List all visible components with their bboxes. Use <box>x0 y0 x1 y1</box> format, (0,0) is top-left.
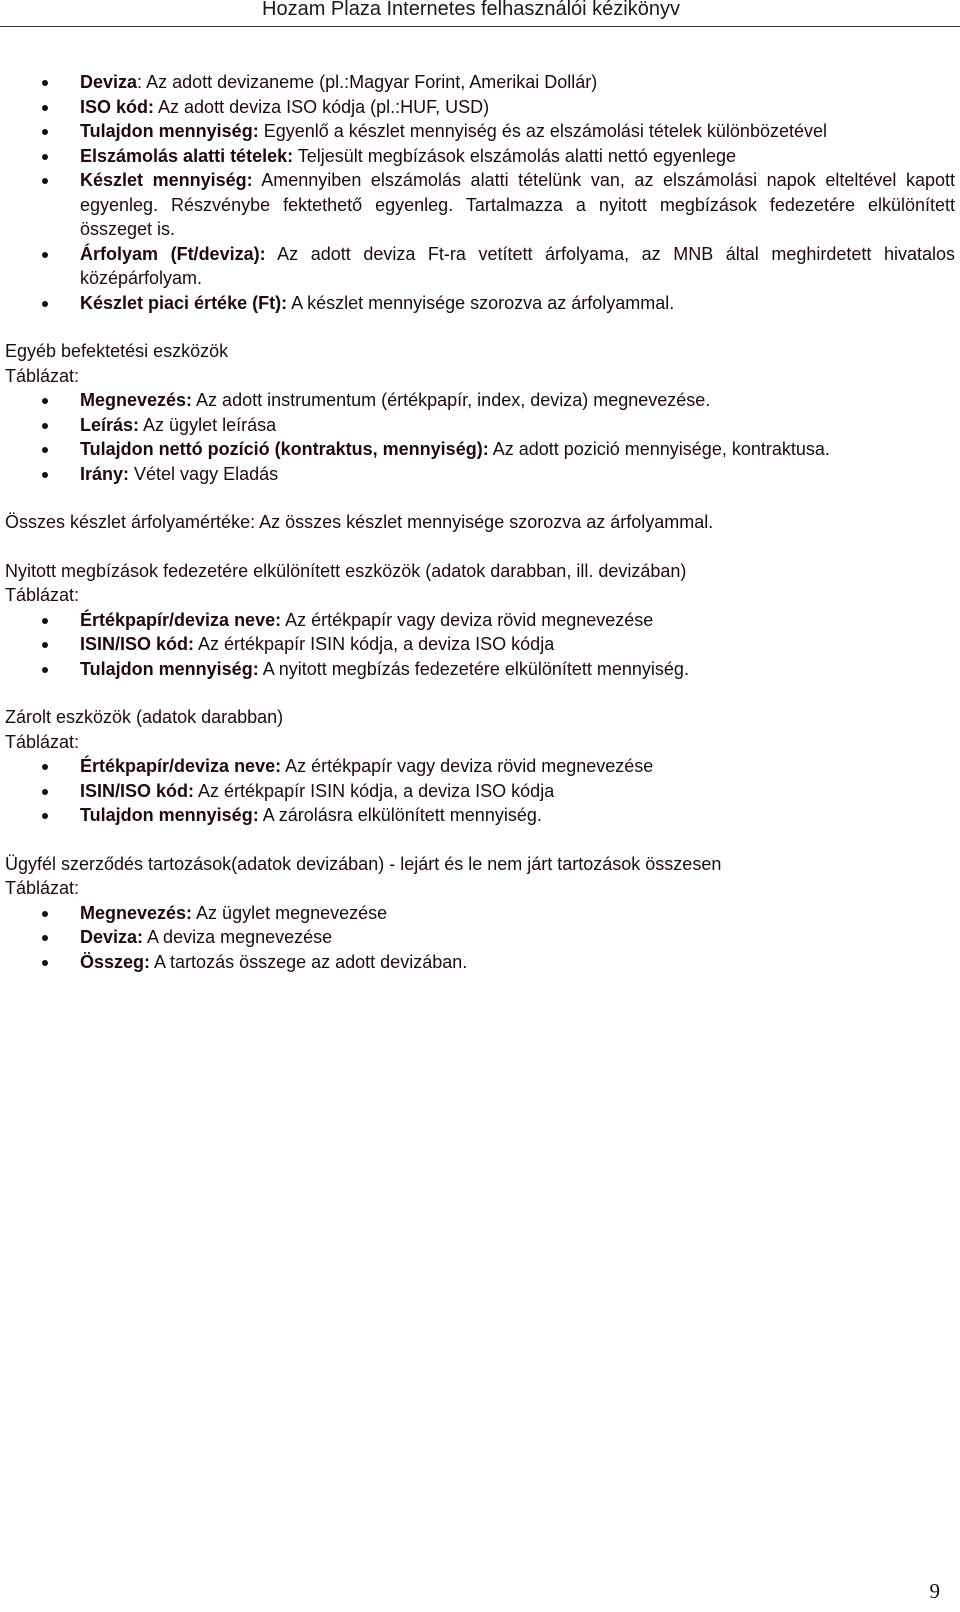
page-number: 9 <box>929 1579 940 1603</box>
egyeb-field-list <box>5 388 955 486</box>
list-item: ISO kód: Az adott deviza ISO kódja (pl.:HUF, USD) <box>5 95 955 120</box>
list-item: Tulajdon mennyiség: A zárolásra elkülönített mennyiség. <box>5 803 955 828</box>
ugyfel-field-list <box>5 901 955 975</box>
list-item: Deviza: Az adott devizaneme (pl.:Magyar Forint, Amerikai Dollár) <box>5 70 955 95</box>
page-header <box>0 0 960 27</box>
section-heading-zarolt: Zárolt eszközök (adatok darabban) <box>5 707 284 727</box>
list-item: ISIN/ISO kód: Az értékpapír ISIN kódja, a deviza ISO kódja <box>5 632 955 657</box>
list-item: Tulajdon nettó pozíció (kontraktus, mennyiség): Az adott pozició mennyisége, kontraktusa. <box>5 437 955 462</box>
table-label: Táblázat: <box>5 585 80 605</box>
table-label: Táblázat: <box>5 878 80 898</box>
header-title: Hozam Plaza Internetes felhasználói kézikönyv <box>262 0 680 20</box>
list-item: Árfolyam (Ft/deviza): Az adott deviza Ft-ra vetített árfolyama, az MNB által meghirdetett hivatalos középárfolyam. <box>5 242 955 291</box>
table-label: Táblázat: <box>5 731 80 752</box>
list-item: Deviza: A deviza megnevezése <box>5 925 955 950</box>
document-body <box>5 70 955 974</box>
nyitott-field-list <box>5 608 955 682</box>
list-item: ISIN/ISO kód: Az értékpapír ISIN kódja, a deviza ISO kódja <box>5 779 955 804</box>
list-item: Összeg: A tartozás összege az adott devizában. <box>5 950 955 975</box>
deviza-field-list <box>5 70 955 315</box>
list-item: Megnevezés: Az adott instrumentum (értékpapír, index, deviza) megnevezése. <box>5 388 955 413</box>
section-heading-nyitott: Nyitott megbízások fedezetére elkülönített eszközök (adatok darabban, ill. devizában) <box>5 560 687 581</box>
list-item: Készlet mennyiség: Amennyiben elszámolás alatti tételünk van, az elszámolási napok elteltével kapott egyenleg. Részvénybe fektethető egyenleg. Tartalmazza a nyitott megbízások fedezetére elkülönített összeget is. <box>5 168 955 242</box>
osszes-keszlet-text: Összes készlet árfolyamértéke: Az összes készlet mennyisége szorozva az árfolyammal. <box>5 512 714 532</box>
list-item: Megnevezés: Az ügylet megnevezése <box>5 901 955 926</box>
zarolt-field-list <box>5 754 955 828</box>
list-item: Elszámolás alatti tételek: Teljesült megbízások elszámolás alatti nettó egyenlege <box>5 144 955 169</box>
list-item: Tulajdon mennyiség: A nyitott megbízás fedezetére elkülönített mennyiség. <box>5 657 955 682</box>
table-label: Táblázat: <box>5 365 80 386</box>
list-item: Értékpapír/deviza neve: Az értékpapír vagy deviza rövid megnevezése <box>5 608 955 633</box>
section-heading-egyeb: Egyéb befektetési eszközök <box>5 341 229 361</box>
list-item: Értékpapír/deviza neve: Az értékpapír vagy deviza rövid megnevezése <box>5 754 955 779</box>
section-heading-ugyfel: Ügyfél szerződés tartozások(adatok devizában) - lejárt és le nem járt tartozások összesen <box>5 853 722 874</box>
list-item: Készlet piaci értéke (Ft): A készlet mennyisége szorozva az árfolyammal. <box>5 291 955 316</box>
list-item: Irány: Vétel vagy Eladás <box>5 462 955 487</box>
list-item: Tulajdon mennyiség: Egyenlő a készlet mennyiség és az elszámolási tételek különbözetével <box>5 119 955 144</box>
list-item: Leírás: Az ügylet leírása <box>5 413 955 438</box>
